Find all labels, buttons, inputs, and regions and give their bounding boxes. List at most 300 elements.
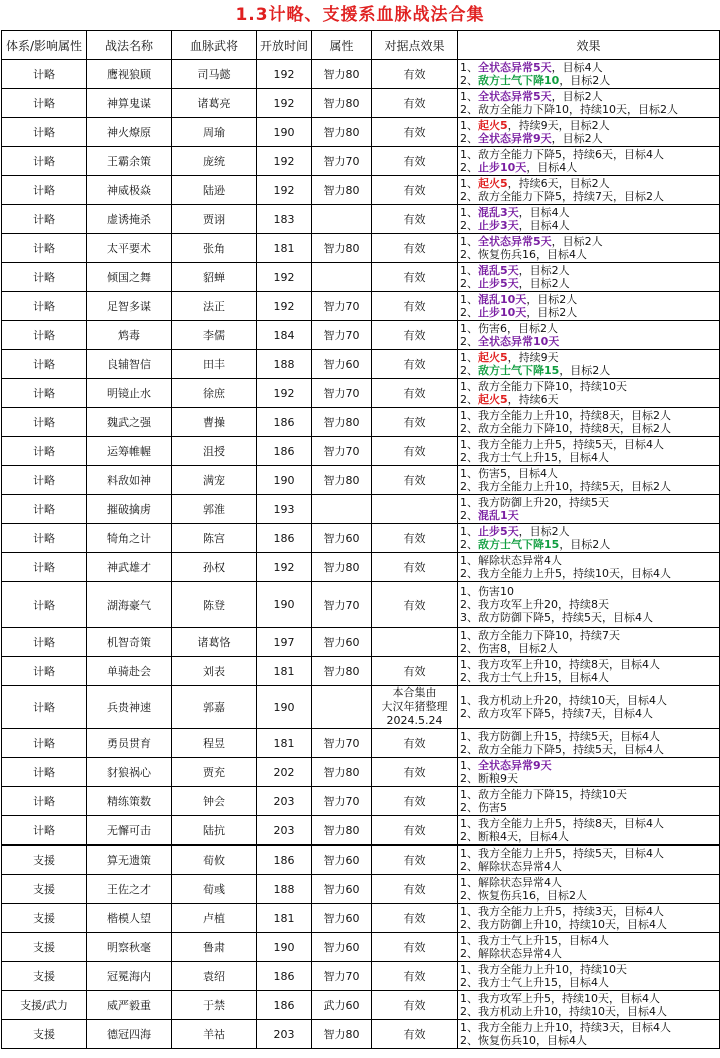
table-row: [2, 379, 720, 408]
cell-system: 计略: [2, 466, 87, 495]
cell-stronghold: 有效: [372, 205, 458, 234]
cell-system: 计略: [2, 657, 87, 686]
cell-effect: [458, 263, 720, 292]
cell-general: 田丰: [172, 350, 257, 379]
table-row: [2, 205, 720, 234]
header-open-time: 开放时间: [257, 31, 312, 60]
cell-tactic-name: 王霸余策: [87, 147, 172, 176]
cell-effect: [458, 118, 720, 147]
cell-tactic-name: 无懈可击: [87, 816, 172, 846]
cell-open-time: 181: [257, 657, 312, 686]
cell-open-time: 192: [257, 292, 312, 321]
cell-stronghold: 有效: [372, 176, 458, 205]
effect-line: 2、起火5，持续6天: [460, 393, 559, 406]
table-row: [2, 729, 720, 758]
cell-effect: [458, 875, 720, 904]
cell-system: 计略: [2, 60, 87, 89]
cell-stronghold: 有效: [372, 933, 458, 962]
effect-line: 1、我方全能力上升10，持续3天，目标4人: [460, 1020, 671, 1034]
table-row: [2, 495, 720, 524]
cell-open-time: 190: [257, 686, 312, 729]
cell-effect: [458, 379, 720, 408]
effect-highlight: 止步3天: [478, 219, 519, 232]
effect-line: 1、解除状态异常4人: [460, 875, 562, 889]
cell-system: 计略: [2, 816, 87, 846]
cell-attribute: 智力80: [312, 60, 372, 89]
cell-open-time: 192: [257, 147, 312, 176]
cell-effect: [458, 729, 720, 758]
table-row: [2, 628, 720, 657]
effect-highlight: 敌方士气下降15: [478, 538, 560, 551]
cell-attribute: [312, 205, 372, 234]
effect-line: 1、我方攻军上升10，持续8天，目标4人: [460, 657, 660, 671]
cell-stronghold: [372, 495, 458, 524]
cell-general: 貂蝉: [172, 263, 257, 292]
cell-attribute: 智力80: [312, 758, 372, 787]
effect-highlight: 起火5: [478, 118, 508, 132]
table-row: [2, 553, 720, 582]
page-title: 1.3计略、支援系血脉战法合集: [235, 5, 485, 25]
effect-line: 1、我方全能力上升5，持续8天，目标4人: [460, 816, 664, 830]
effect-line: 2、敌方攻军下降5，持续7天，目标4人: [460, 707, 653, 720]
tactics-table: [1, 30, 720, 1049]
cell-attribute: 智力70: [312, 962, 372, 991]
effect-line: 1、敌方全能力下降15，持续10天: [460, 787, 627, 801]
cell-general: 司马懿: [172, 60, 257, 89]
effect-line: 1、全状态异常9天: [460, 758, 552, 772]
effect-line: 2、止步10天，目标2人: [460, 306, 578, 319]
effect-line: 2、我方机动上升10，持续10天，目标4人: [460, 1005, 667, 1018]
cell-stronghold: 有效: [372, 787, 458, 816]
cell-attribute: 智力70: [312, 147, 372, 176]
effect-line: 2、我方士气上升15，目标4人: [460, 671, 609, 684]
effect-highlight: 止步5天: [478, 277, 519, 290]
cell-tactic-name: 神武雄才: [87, 553, 172, 582]
table-row: [2, 118, 720, 147]
cell-system: 计略: [2, 437, 87, 466]
cell-general: 荀攸: [172, 845, 257, 875]
effect-line: 1、混乱3天，目标4人: [460, 205, 570, 219]
effect-highlight: 起火5: [478, 393, 508, 406]
cell-system: 计略: [2, 350, 87, 379]
cell-attribute: 智力80: [312, 1020, 372, 1049]
header-system: 体系/影响属性: [2, 31, 87, 60]
cell-open-time: 188: [257, 875, 312, 904]
cell-system: 计略: [2, 686, 87, 729]
table-row: [2, 350, 720, 379]
cell-system: 计略: [2, 147, 87, 176]
cell-stronghold: 有效: [372, 962, 458, 991]
cell-general: 贾诩: [172, 205, 257, 234]
cell-open-time: 184: [257, 321, 312, 350]
effect-line: 1、我方防御上升20，持续5天: [460, 495, 609, 509]
cell-system: 计略: [2, 89, 87, 118]
cell-open-time: 192: [257, 263, 312, 292]
cell-effect: [458, 686, 720, 729]
cell-open-time: 186: [257, 408, 312, 437]
cell-stronghold: 有效: [372, 553, 458, 582]
cell-stronghold: 有效: [372, 60, 458, 89]
effect-line: 1、敌方全能力下降10，持续7天: [460, 628, 620, 642]
cell-open-time: 192: [257, 176, 312, 205]
effect-highlight: 止步5天: [478, 524, 519, 538]
cell-effect: [458, 787, 720, 816]
cell-attribute: 智力80: [312, 657, 372, 686]
cell-system: 计略: [2, 205, 87, 234]
cell-effect: [458, 89, 720, 118]
cell-stronghold: 有效: [372, 466, 458, 495]
effect-line: 2、混乱1天: [460, 509, 519, 522]
header-general: 血脉武将: [172, 31, 257, 60]
effect-highlight: 全状态异常5天: [478, 89, 552, 103]
cell-tactic-name: 料敌如神: [87, 466, 172, 495]
cell-attribute: [312, 686, 372, 729]
cell-attribute: [312, 495, 372, 524]
cell-effect: [458, 205, 720, 234]
cell-effect: [458, 524, 720, 553]
cell-open-time: 192: [257, 553, 312, 582]
effect-line: 3、敌方防御下降5，持续5天，目标4人: [460, 611, 653, 625]
cell-tactic-name: 鸩毒: [87, 321, 172, 350]
cell-tactic-name: 神火燎原: [87, 118, 172, 147]
cell-open-time: 192: [257, 379, 312, 408]
cell-stronghold: 有效: [372, 408, 458, 437]
cell-effect: [458, 845, 720, 875]
cell-tactic-name: 王佐之才: [87, 875, 172, 904]
cell-general: 法正: [172, 292, 257, 321]
effect-line: 1、全状态异常5天，目标4人: [460, 60, 603, 74]
cell-effect: [458, 466, 720, 495]
cell-general: 郭淮: [172, 495, 257, 524]
table-row: [2, 758, 720, 787]
cell-attribute: 智力60: [312, 845, 372, 875]
cell-effect: [458, 1020, 720, 1049]
cell-effect: [458, 321, 720, 350]
effect-line: 1、伤害10: [460, 584, 514, 598]
effect-highlight: 全状态异常10天: [478, 335, 560, 348]
cell-general: 陆逊: [172, 176, 257, 205]
cell-effect: [458, 816, 720, 846]
cell-system: 计略: [2, 758, 87, 787]
cell-stronghold: 有效: [372, 321, 458, 350]
effect-line: 2、恢复伤兵10，目标4人: [460, 1034, 587, 1047]
effect-line: 1、伤害6，目标2人: [460, 321, 558, 335]
table-row: [2, 962, 720, 991]
effect-line: 2、解除状态异常4人: [460, 947, 562, 960]
cell-general: 李儒: [172, 321, 257, 350]
cell-general: 庞统: [172, 147, 257, 176]
effect-line: 2、止步5天，目标2人: [460, 277, 570, 290]
effect-line: 1、我方防御上升15，持续5天，目标4人: [460, 729, 660, 743]
effect-line: 2、敌方全能力下降10，持续8天，目标2人: [460, 422, 671, 435]
table-row: [2, 176, 720, 205]
table-row: [2, 408, 720, 437]
table-row: [2, 292, 720, 321]
cell-attribute: 智力80: [312, 466, 372, 495]
cell-system: 计略: [2, 118, 87, 147]
cell-system: 支援: [2, 962, 87, 991]
cell-system: 计略: [2, 628, 87, 657]
cell-attribute: 智力80: [312, 816, 372, 846]
cell-effect: [458, 60, 720, 89]
effect-line: 2、伤害5: [460, 801, 507, 814]
cell-general: 徐庶: [172, 379, 257, 408]
cell-stronghold: 本合集由 大汉年猪整理 2024.5.24: [372, 686, 458, 729]
cell-general: 诸葛亮: [172, 89, 257, 118]
effect-highlight: 混乱3天: [478, 205, 519, 219]
cell-attribute: 智力70: [312, 321, 372, 350]
cell-tactic-name: 犄角之计: [87, 524, 172, 553]
cell-tactic-name: 机智奇策: [87, 628, 172, 657]
cell-effect: [458, 904, 720, 933]
table-row: [2, 524, 720, 553]
cell-effect: [458, 408, 720, 437]
effect-line: 1、我方全能力上升10，持续8天，目标2人: [460, 408, 671, 422]
table-row: [2, 437, 720, 466]
cell-general: 刘表: [172, 657, 257, 686]
effect-highlight: 全状态异常5天: [478, 60, 552, 74]
table-row: [2, 657, 720, 686]
effect-line: 2、止步10天，目标4人: [460, 161, 578, 174]
effect-line: 2、我方全能力上升10，持续5天，目标2人: [460, 480, 671, 493]
table-row: [2, 234, 720, 263]
effect-line: 2、我方全能力上升5，持续10天，目标4人: [460, 567, 671, 580]
cell-tactic-name: 楷模人望: [87, 904, 172, 933]
table-row: [2, 89, 720, 118]
cell-effect: [458, 147, 720, 176]
cell-tactic-name: 虚诱掩杀: [87, 205, 172, 234]
effect-line: 1、混乱5天，目标2人: [460, 263, 570, 277]
cell-attribute: 智力70: [312, 437, 372, 466]
effect-line: 2、敌方全能力下降10，持续10天，目标2人: [460, 103, 678, 116]
cell-stronghold: 有效: [372, 350, 458, 379]
cell-open-time: 192: [257, 60, 312, 89]
effect-line: 2、敌方士气下降15，目标2人: [460, 538, 611, 551]
cell-stronghold: 有效: [372, 904, 458, 933]
cell-tactic-name: 明察秋毫: [87, 933, 172, 962]
cell-open-time: 188: [257, 350, 312, 379]
effect-highlight: 止步10天: [478, 306, 527, 319]
effect-line: 2、全状态异常9天，目标2人: [460, 132, 603, 145]
cell-general: 卢植: [172, 904, 257, 933]
effect-line: 1、全状态异常5天，目标2人: [460, 234, 603, 248]
cell-attribute: 武力60: [312, 991, 372, 1020]
cell-tactic-name: 威严毅重: [87, 991, 172, 1020]
cell-general: 袁绍: [172, 962, 257, 991]
cell-stronghold: 有效: [372, 1020, 458, 1049]
cell-open-time: 186: [257, 991, 312, 1020]
cell-stronghold: 有效: [372, 582, 458, 628]
effect-highlight: 全状态异常9天: [478, 758, 552, 772]
effect-line: 1、敌方全能力下降5，持续6天，目标4人: [460, 147, 664, 161]
cell-general: 陈宫: [172, 524, 257, 553]
effect-line: 1、止步5天，目标2人: [460, 524, 570, 538]
effect-line: 1、伤害5，目标4人: [460, 466, 558, 480]
cell-tactic-name: 算无遗策: [87, 845, 172, 875]
cell-system: 支援/武力: [2, 991, 87, 1020]
cell-system: 计略: [2, 582, 87, 628]
cell-stronghold: 有效: [372, 758, 458, 787]
effect-line: 2、我方防御上升10，持续10天，目标4人: [460, 918, 667, 931]
effect-line: 1、我方攻军上升5，持续10天，目标4人: [460, 991, 660, 1005]
cell-system: 计略: [2, 379, 87, 408]
cell-tactic-name: 湖海豪气: [87, 582, 172, 628]
cell-system: 计略: [2, 729, 87, 758]
effect-line: 2、恢复伤兵16，目标4人: [460, 248, 587, 261]
cell-stronghold: 有效: [372, 379, 458, 408]
cell-stronghold: 有效: [372, 89, 458, 118]
effect-line: 2、敌方全能力下降5，持续5天，目标4人: [460, 743, 664, 756]
table-row: [2, 582, 720, 628]
cell-general: 程昱: [172, 729, 257, 758]
effect-highlight: 止步10天: [478, 161, 527, 174]
cell-effect: [458, 350, 720, 379]
table-row: [2, 147, 720, 176]
table-row: [2, 321, 720, 350]
effect-highlight: 全状态异常5天: [478, 234, 552, 248]
cell-stronghold: 有效: [372, 292, 458, 321]
cell-effect: [458, 962, 720, 991]
cell-effect: [458, 495, 720, 524]
table-row: [2, 933, 720, 962]
cell-system: 计略: [2, 408, 87, 437]
cell-effect: [458, 176, 720, 205]
cell-system: 支援: [2, 933, 87, 962]
effect-line: 1、解除状态异常4人: [460, 553, 562, 567]
cell-attribute: 智力70: [312, 292, 372, 321]
table-row: [2, 60, 720, 89]
cell-effect: [458, 657, 720, 686]
cell-open-time: 181: [257, 729, 312, 758]
effect-highlight: 起火5: [478, 350, 508, 364]
cell-system: 计略: [2, 787, 87, 816]
effect-line: 2、恢复伤兵16，目标2人: [460, 889, 587, 902]
effect-highlight: 全状态异常9天: [478, 132, 552, 145]
cell-attribute: 智力70: [312, 729, 372, 758]
effect-highlight: 起火5: [478, 176, 508, 190]
cell-tactic-name: 神威极焱: [87, 176, 172, 205]
cell-open-time: 183: [257, 205, 312, 234]
cell-stronghold: 有效: [372, 729, 458, 758]
cell-attribute: 智力60: [312, 628, 372, 657]
cell-attribute: 智力60: [312, 875, 372, 904]
cell-tactic-name: 魏武之强: [87, 408, 172, 437]
table-row: [2, 263, 720, 292]
cell-system: 计略: [2, 321, 87, 350]
cell-stronghold: [372, 628, 458, 657]
cell-open-time: 192: [257, 89, 312, 118]
effect-line: 2、我方攻军上升20，持续8天: [460, 597, 609, 611]
cell-stronghold: 有效: [372, 234, 458, 263]
cell-attribute: 智力80: [312, 176, 372, 205]
cell-stronghold: 有效: [372, 118, 458, 147]
cell-general: 羊祜: [172, 1020, 257, 1049]
effect-line: 1、我方全能力上升10，持续10天: [460, 962, 627, 976]
cell-general: 周瑜: [172, 118, 257, 147]
cell-tactic-name: 勇员贯育: [87, 729, 172, 758]
effect-line: 2、我方士气上升15，目标4人: [460, 976, 609, 989]
effect-line: 1、全状态异常5天，目标2人: [460, 89, 603, 103]
cell-tactic-name: 德冠四海: [87, 1020, 172, 1049]
cell-open-time: 203: [257, 787, 312, 816]
cell-stronghold: 有效: [372, 845, 458, 875]
cell-tactic-name: 倾国之舞: [87, 263, 172, 292]
cell-general: 沮授: [172, 437, 257, 466]
table-row: [2, 845, 720, 875]
cell-general: 荀彧: [172, 875, 257, 904]
cell-system: 计略: [2, 176, 87, 205]
cell-attribute: 智力60: [312, 524, 372, 553]
cell-open-time: 203: [257, 1020, 312, 1049]
cell-tactic-name: 摧破擒虏: [87, 495, 172, 524]
cell-system: 计略: [2, 524, 87, 553]
cell-attribute: 智力80: [312, 118, 372, 147]
header-tactic-name: 战法名称: [87, 31, 172, 60]
cell-general: 钟会: [172, 787, 257, 816]
cell-stronghold: 有效: [372, 816, 458, 846]
cell-stronghold: 有效: [372, 263, 458, 292]
effect-line: 1、我方全能力上升5，持续5天，目标4人: [460, 846, 664, 860]
effect-line: 2、全状态异常10天: [460, 335, 560, 348]
effect-line: 1、混乱10天，目标2人: [460, 292, 578, 306]
cell-open-time: 181: [257, 234, 312, 263]
cell-attribute: 智力80: [312, 89, 372, 118]
effect-line: 1、起火5，持续6天，目标2人: [460, 176, 610, 190]
cell-system: 支援: [2, 1020, 87, 1049]
cell-attribute: 智力80: [312, 553, 372, 582]
cell-open-time: 190: [257, 118, 312, 147]
effect-line: 1、起火5，持续9天: [460, 350, 559, 364]
cell-general: 贾充: [172, 758, 257, 787]
cell-open-time: 186: [257, 962, 312, 991]
effect-line: 1、敌方全能力下降10，持续10天: [460, 379, 627, 393]
cell-tactic-name: 豺狼祸心: [87, 758, 172, 787]
effect-line: 2、断粮4天，目标4人: [460, 830, 569, 843]
cell-system: 计略: [2, 234, 87, 263]
effect-line: 1、我方全能力上升5，持续3天，目标4人: [460, 904, 664, 918]
effect-line: 2、解除状态异常4人: [460, 860, 562, 873]
cell-effect: [458, 991, 720, 1020]
cell-general: 鲁肃: [172, 933, 257, 962]
cell-general: 诸葛恪: [172, 628, 257, 657]
header-stronghold: 对据点效果: [372, 31, 458, 60]
cell-tactic-name: 单骑赴会: [87, 657, 172, 686]
cell-effect: [458, 582, 720, 628]
cell-attribute: 智力60: [312, 904, 372, 933]
cell-tactic-name: 明镜止水: [87, 379, 172, 408]
table-row: [2, 1020, 720, 1049]
cell-open-time: 203: [257, 816, 312, 846]
cell-general: 陆抗: [172, 816, 257, 846]
cell-system: 计略: [2, 553, 87, 582]
table-row: [2, 904, 720, 933]
cell-tactic-name: 冠冕海内: [87, 962, 172, 991]
cell-stronghold: 有效: [372, 437, 458, 466]
table-header-row: [2, 31, 720, 60]
cell-tactic-name: 兵贵神速: [87, 686, 172, 729]
effect-line: 1、我方士气上升15，目标4人: [460, 933, 609, 947]
effect-line: 2、敌方士气下降15，目标2人: [460, 364, 611, 377]
table-row: [2, 816, 720, 846]
cell-stronghold: 有效: [372, 657, 458, 686]
cell-attribute: 智力60: [312, 933, 372, 962]
cell-effect: [458, 437, 720, 466]
cell-open-time: 202: [257, 758, 312, 787]
cell-attribute: 智力70: [312, 379, 372, 408]
cell-open-time: 181: [257, 904, 312, 933]
header-attribute: 属性: [312, 31, 372, 60]
cell-attribute: [312, 263, 372, 292]
